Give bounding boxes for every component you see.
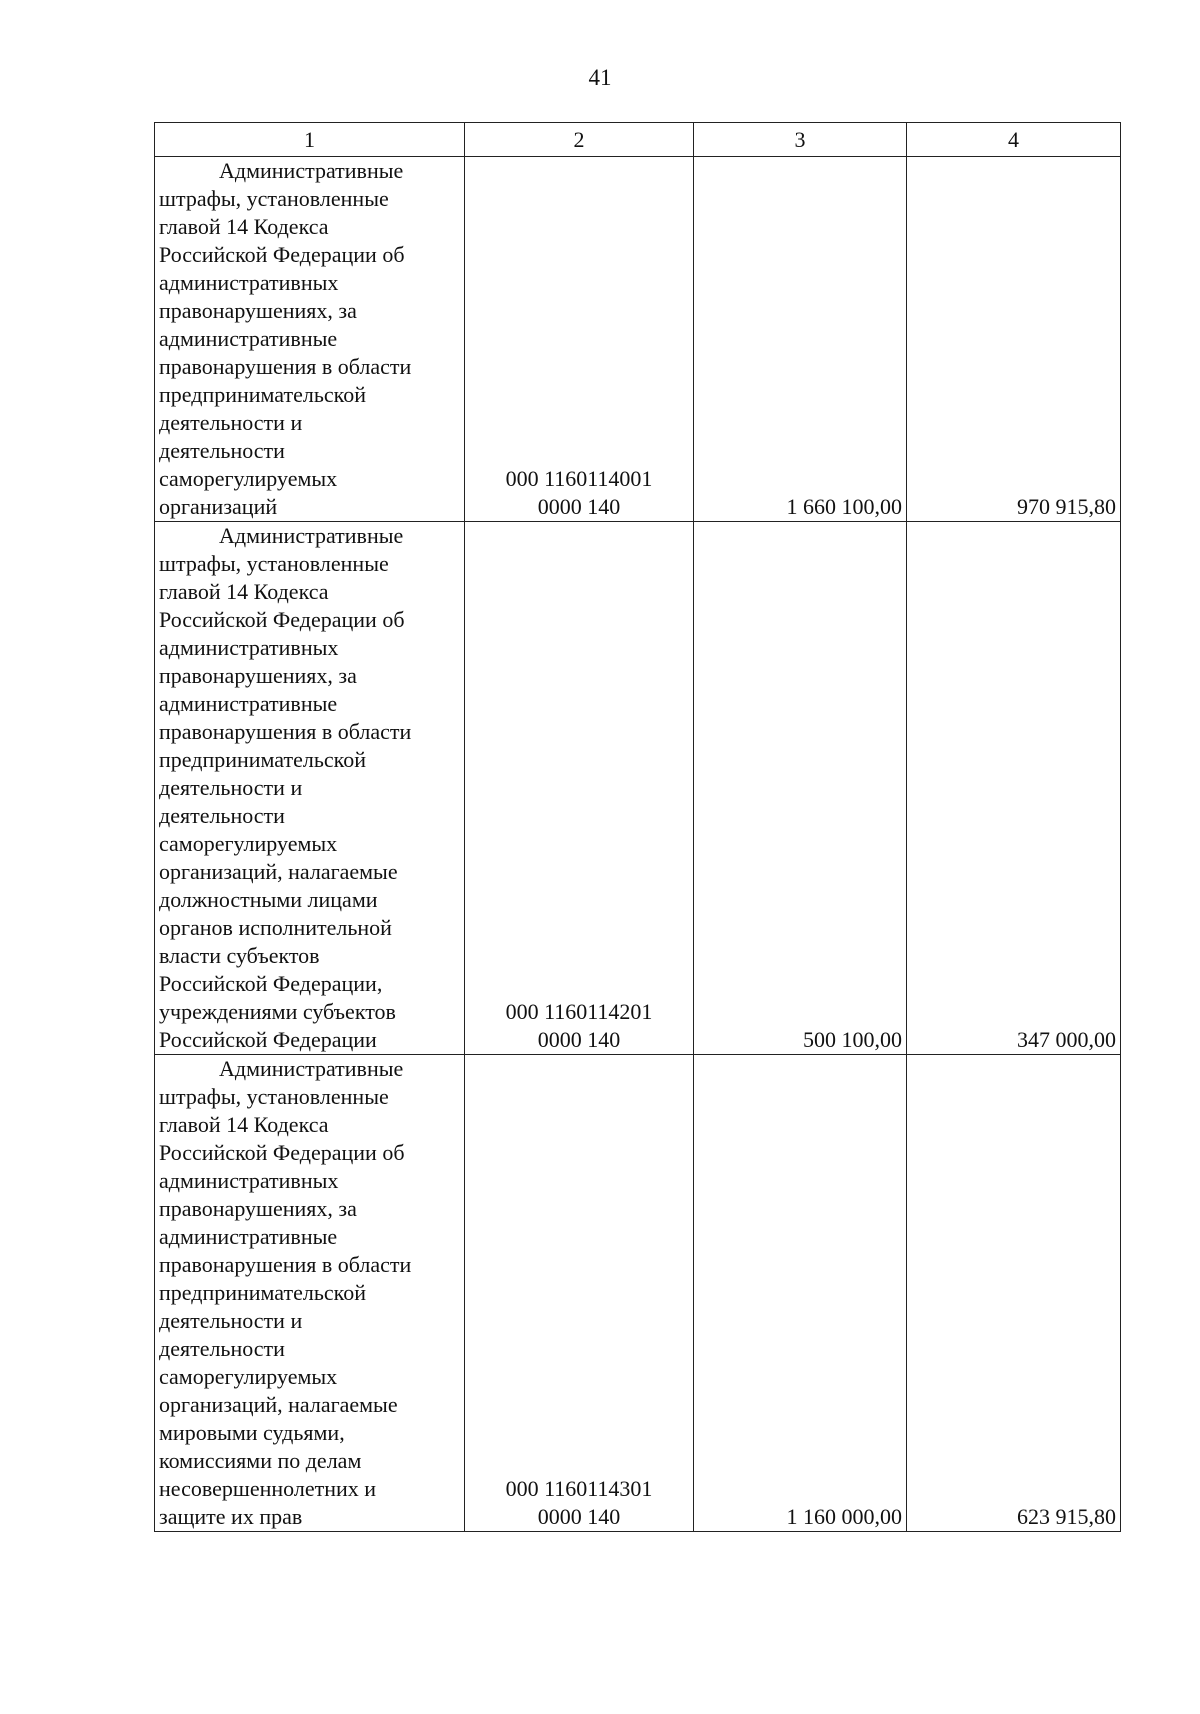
description-line: правонарушения в области <box>159 1252 412 1277</box>
description-line: предпринимательской <box>159 382 367 407</box>
description-line: организаций <box>159 494 278 519</box>
header-col-2: 2 <box>465 123 694 157</box>
description-line: мировыми судьями, <box>159 1420 345 1445</box>
description-line: власти субъектов <box>159 943 320 968</box>
description-line: комиссиями по делам <box>159 1448 362 1473</box>
row-col4-value: 623 915,80 <box>907 1055 1121 1532</box>
description-line: административные <box>159 326 338 351</box>
description-line: Административные <box>219 1056 404 1081</box>
description-line: административных <box>159 1168 339 1193</box>
description-line: деятельности <box>159 803 285 828</box>
row-description <box>155 522 465 1055</box>
description-line: правонарушения в области <box>159 719 412 744</box>
table-row <box>155 522 1121 1055</box>
description-line: защите их прав <box>159 1504 303 1529</box>
code-line: 000 1160114301 <box>505 1476 653 1501</box>
description-line: Административные <box>219 158 404 183</box>
description-line: административные <box>159 1224 338 1249</box>
description-line: правонарушениях, за <box>159 663 357 688</box>
header-col-4: 4 <box>907 123 1121 157</box>
description-line: предпринимательской <box>159 1280 367 1305</box>
page-number: 41 <box>588 65 612 90</box>
description-line: административных <box>159 270 339 295</box>
description-line: правонарушениях, за <box>159 298 357 323</box>
description-line: главой 14 Кодекса <box>159 579 329 604</box>
description-line: предпринимательской <box>159 747 367 772</box>
header-col-3: 3 <box>694 123 907 157</box>
description-line: саморегулируемых <box>159 831 338 856</box>
row-col3-value: 500 100,00 <box>694 522 907 1055</box>
description-line: саморегулируемых <box>159 466 338 491</box>
description-line: Российской Федерации об <box>159 242 405 267</box>
description-line: организаций, налагаемые <box>159 1392 398 1417</box>
description-line: Российской Федерации об <box>159 1140 405 1165</box>
description-line: административные <box>159 691 338 716</box>
description-line: саморегулируемых <box>159 1364 338 1389</box>
description-line: штрафы, установленные <box>159 186 389 211</box>
table-row <box>155 157 1121 522</box>
row-col3-value: 1 660 100,00 <box>694 157 907 522</box>
row-description <box>155 1055 465 1532</box>
description-line: административных <box>159 635 339 660</box>
description-line: должностными лицами <box>159 887 378 912</box>
code-line: 0000 140 <box>537 1027 621 1052</box>
description-line: Российской Федерации, <box>159 971 383 996</box>
description-line: несовершеннолетних и <box>159 1476 377 1501</box>
table-row <box>155 1055 1121 1532</box>
description-line: главой 14 Кодекса <box>159 214 329 239</box>
code-line: 000 1160114201 <box>505 999 653 1024</box>
row-code <box>465 522 694 1055</box>
description-line: организаций, налагаемые <box>159 859 398 884</box>
description-line: Российской Федерации об <box>159 607 405 632</box>
description-line: учреждениями субъектов <box>159 999 396 1024</box>
header-col-1: 1 <box>155 123 465 157</box>
description-line: Административные <box>219 523 404 548</box>
description-line: Российской Федерации <box>159 1027 377 1052</box>
description-line: деятельности и <box>159 410 303 435</box>
description-line: штрафы, установленные <box>159 551 389 576</box>
budget-table <box>154 122 1121 1532</box>
description-line: штрафы, установленные <box>159 1084 389 1109</box>
description-line: правонарушениях, за <box>159 1196 357 1221</box>
description-line: органов исполнительной <box>159 915 392 940</box>
header-row <box>155 123 1121 157</box>
description-line: правонарушения в области <box>159 354 412 379</box>
description-line: деятельности <box>159 1336 285 1361</box>
row-col3-value: 1 160 000,00 <box>694 1055 907 1532</box>
code-line: 000 1160114001 <box>505 466 653 491</box>
row-col4-value: 347 000,00 <box>907 522 1121 1055</box>
description-line: деятельности <box>159 438 285 463</box>
code-line: 0000 140 <box>537 494 621 519</box>
row-col4-value: 970 915,80 <box>907 157 1121 522</box>
table-body <box>155 157 1121 1532</box>
code-line: 0000 140 <box>537 1504 621 1529</box>
row-code <box>465 1055 694 1532</box>
row-code <box>465 157 694 522</box>
description-line: главой 14 Кодекса <box>159 1112 329 1137</box>
description-line: деятельности и <box>159 775 303 800</box>
description-line: деятельности и <box>159 1308 303 1333</box>
row-description <box>155 157 465 522</box>
